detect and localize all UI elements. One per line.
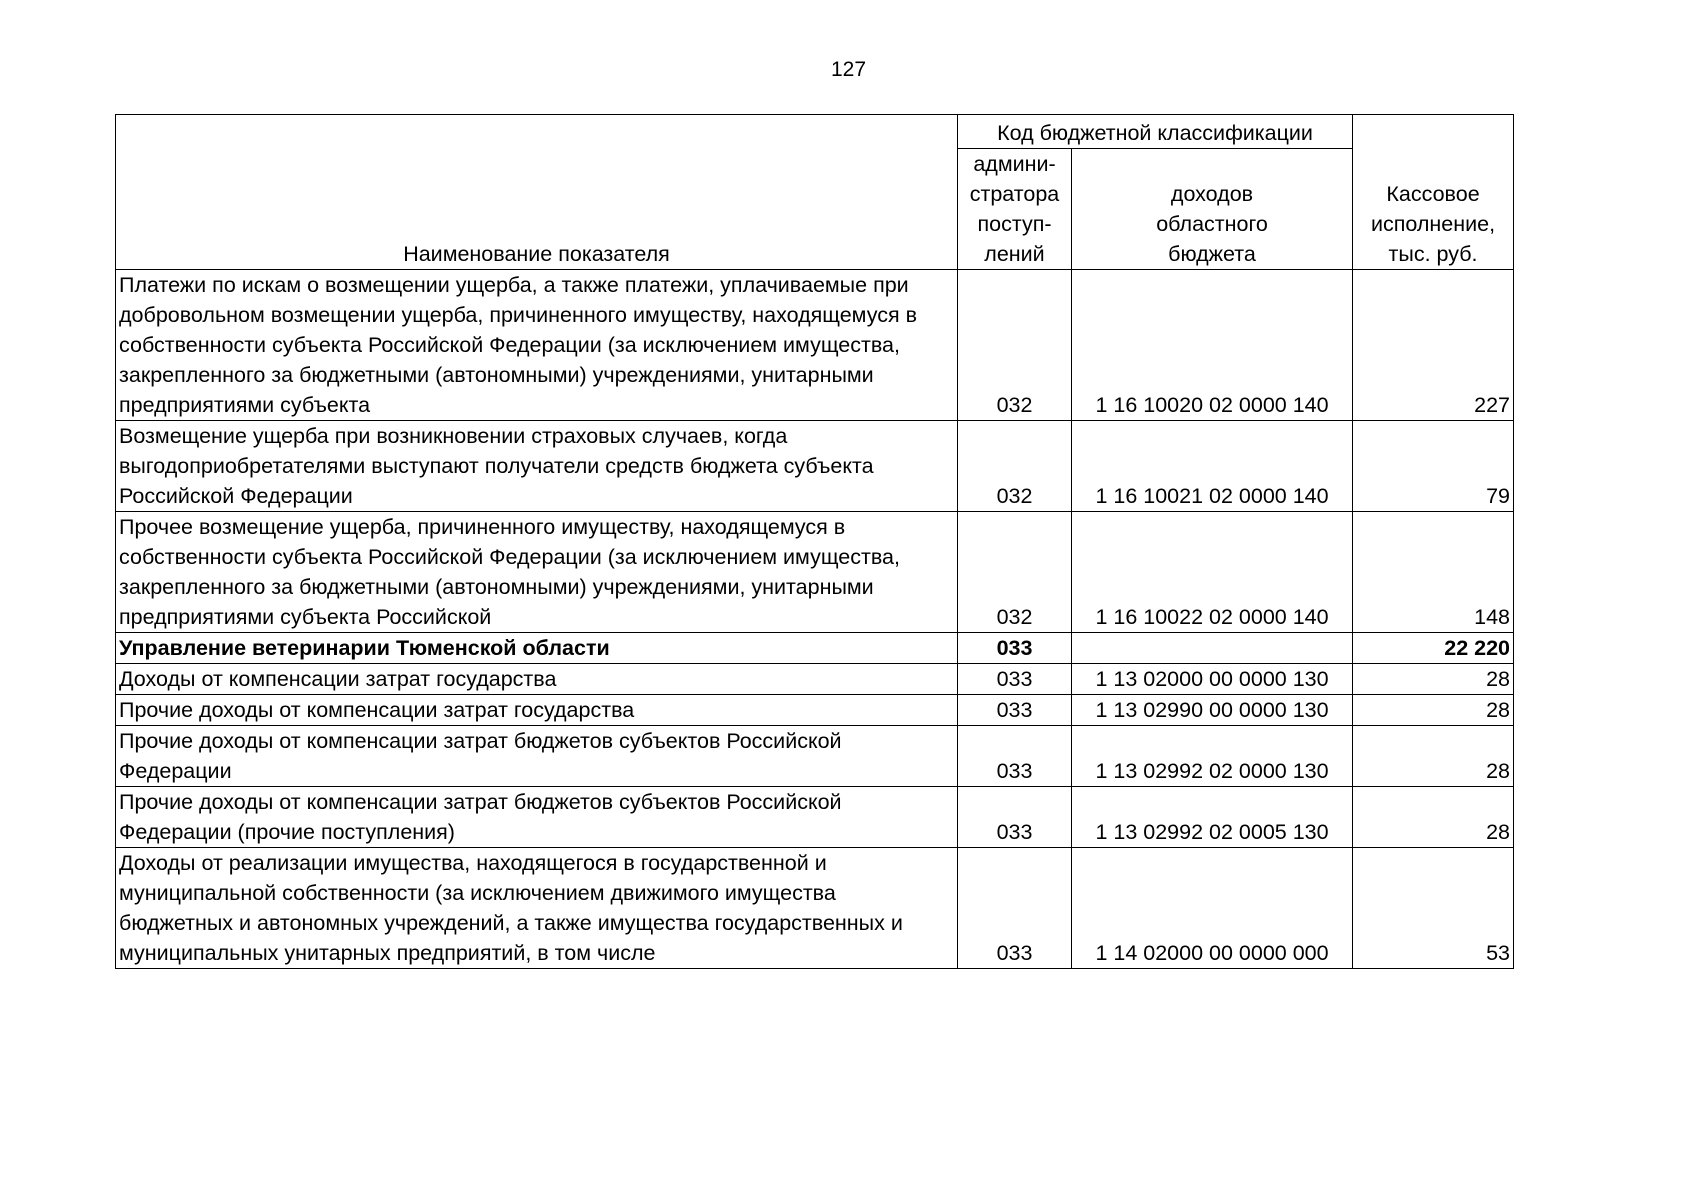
row-income-code: 1 14 02000 00 0000 000 [1072, 848, 1353, 969]
header-code: доходов областного бюджета [1072, 149, 1353, 270]
row-name: Платежи по искам о возмещении ущерба, а также платежи, уплачиваемые при добровольном возмещении ущерба, причиненного имуществу, находящемуся в собственности субъекта Российской Федерации (за исключением имущества, закрепленного за бюджетными (автономными) учреждениями, унитарными предприятиями субъекта [116, 270, 958, 421]
row-income-code: 1 16 10020 02 0000 140 [1072, 270, 1353, 421]
row-income-code: 1 16 10021 02 0000 140 [1072, 421, 1353, 512]
row-amount: 79 [1353, 421, 1514, 512]
table-body [116, 270, 1514, 969]
table-row [116, 633, 1514, 664]
page-number: 127 [830, 58, 867, 81]
header-name: Наименование показателя [116, 115, 958, 270]
row-admin-code: 032 [958, 421, 1072, 512]
row-income-code: 1 13 02990 00 0000 130 [1072, 695, 1353, 726]
row-name: Доходы от компенсации затрат государства [116, 664, 958, 695]
row-income-code: 1 13 02992 02 0000 130 [1072, 726, 1353, 787]
row-name: Доходы от реализации имущества, находящегося в государственной и муниципальной собственности (за исключением движимого имущества бюджетных и автономных учреждений, а также имущества государственных и муниципальных унитарных предприятий, в том числе [116, 848, 958, 969]
row-admin-code: 032 [958, 512, 1072, 633]
row-income-code: 1 13 02000 00 0000 130 [1072, 664, 1353, 695]
row-amount: 148 [1353, 512, 1514, 633]
row-name: Прочее возмещение ущерба, причиненного имуществу, находящемуся в собственности субъекта Российской Федерации (за исключением имущества, закрепленного за бюджетными (автономными) учреждениями, унитарными предприятиями субъекта Российской [116, 512, 958, 633]
row-amount: 28 [1353, 664, 1514, 695]
row-name: Управление ветеринарии Тюменской области [116, 633, 958, 664]
row-amount: 28 [1353, 695, 1514, 726]
table-row [116, 421, 1514, 512]
header-admin: админи- стратора поступ- лений [958, 149, 1072, 270]
table-row [116, 695, 1514, 726]
row-admin-code: 033 [958, 695, 1072, 726]
row-admin-code: 033 [958, 633, 1072, 664]
table-row [116, 512, 1514, 633]
budget-table [115, 114, 1514, 969]
table-header [116, 115, 1514, 270]
table-row [116, 787, 1514, 848]
row-amount: 227 [1353, 270, 1514, 421]
row-admin-code: 033 [958, 726, 1072, 787]
row-admin-code: 033 [958, 664, 1072, 695]
table-row [116, 664, 1514, 695]
row-name: Возмещение ущерба при возникновении страховых случаев, когда выгодоприобретателями выступают получатели средств бюджета субъекта Российской Федерации [116, 421, 958, 512]
row-name: Прочие доходы от компенсации затрат бюджетов субъектов Российской Федерации [116, 726, 958, 787]
row-admin-code: 033 [958, 787, 1072, 848]
row-amount: 28 [1353, 787, 1514, 848]
row-amount: 22 220 [1353, 633, 1514, 664]
row-income-code: 1 16 10022 02 0000 140 [1072, 512, 1353, 633]
row-income-code [1072, 633, 1353, 664]
row-name: Прочие доходы от компенсации затрат бюджетов субъектов Российской Федерации (прочие поступления) [116, 787, 958, 848]
row-admin-code: 032 [958, 270, 1072, 421]
header-amount: Кассовое исполнение, тыс. руб. [1353, 115, 1514, 270]
table-row [116, 848, 1514, 969]
row-amount: 28 [1353, 726, 1514, 787]
row-name: Прочие доходы от компенсации затрат государства [116, 695, 958, 726]
row-income-code: 1 13 02992 02 0005 130 [1072, 787, 1353, 848]
table-row [116, 270, 1514, 421]
row-amount: 53 [1353, 848, 1514, 969]
table-row [116, 726, 1514, 787]
row-admin-code: 033 [958, 848, 1072, 969]
header-classification-code: Код бюджетной классификации [958, 115, 1353, 149]
